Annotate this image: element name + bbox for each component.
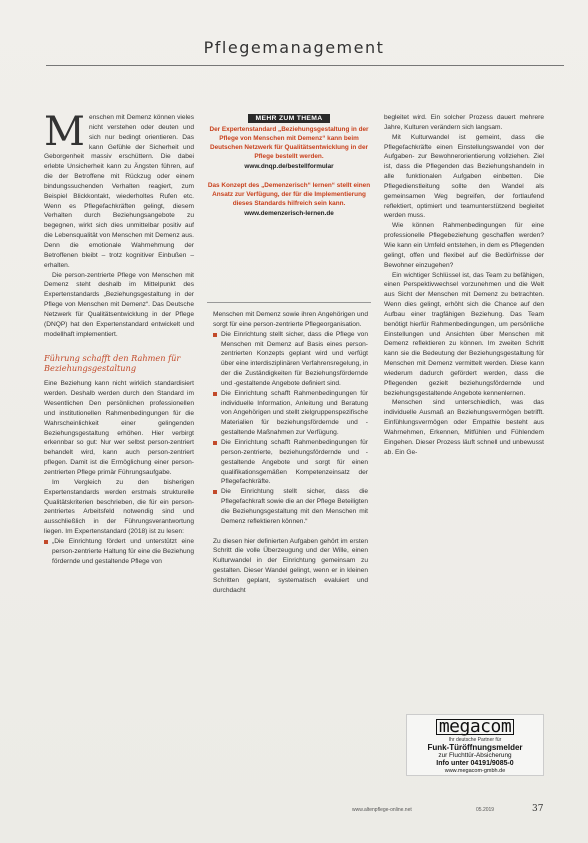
more-on-topic-box [205,114,373,228]
ad-subline: zur Fluchttür-Absicherung [438,752,512,759]
ad-website[interactable]: www.megacom-gmbh.de [444,767,506,774]
header-divider [46,65,564,66]
paragraph: Die person-zentrierte Pflege von Menschen mit Demenz steht deshalb im Mittelpunkt des Expertenstandards „Beziehungsgestaltung in der Pflege von Menschen mit Demenz“. Das Deutsche Netzwerk für Qualitätsentwicklung in der Pflege (DNQP) hat den Expertenstandard entwickelt und modellhaft implementiert. [44,271,194,338]
drop-cap: M [44,109,85,155]
page-title: Pflegemanagement [203,38,385,57]
article-column-2 [213,310,368,596]
bullet-item: Die Einrichtung stellt sicher, dass die Pflegefachkraft sowie die an der Pflege Beteiligten die Beziehungsgestaltung mit den Menschen mit Demenz reflektieren können.“ [213,487,368,526]
bullet-item: „Die Einrichtung fördert und unterstützt eine person-zentrierte Haltung für eine die Beziehung fördernde und gestaltende Pflege von [44,537,194,567]
paragraph: Menschen mit Demenz sowie ihren Angehörigen und sorgt für eine person-zentrierte Pflegeorganisation. [213,311,368,328]
bullet-item: Die Einrichtung schafft Rahmenbedingungen für person-zentrierte, beziehungsfördernde und -gestaltende Angebote und sorgt für einen qualifikationsgemäßen Kompetenzeinsatz der Pflegefachkräfte. [213,438,368,487]
ad-phone: Info unter 04191/9085-0 [436,759,514,767]
info-box-text: Der Expertenstandard „Beziehungsgestaltung in der Pflege von Menschen mit Demenz“ kann beim Deutschen Netzwerk für Qualitätsentwicklung in der Pflege bestellt werden. [209,126,369,160]
article-column-3 [384,113,544,458]
paragraph: Wie können Rahmenbedingungen für eine professionelle Pflegebeziehung geschaffen werden? Wie kann ein Umfeld entstehen, in dem es Pflegenden gelingt, offen und flexibel auf die Bedürfnisse der Bewohner einzugehen? [384,222,544,269]
info-box-link[interactable]: www.dnqp.de/bestellformular [244,163,334,170]
paragraph: Im Vergleich zu den bisherigen Expertenstandards werden erstmals strukturelle Qualitätskriterien beschrieben, die für ein person-zentriertes Arbeitsfeld notwendig sind und ausschließlich in der Führungsverantwortung liegen. Im Expertenstandard (2018) ist zu lesen: [44,478,194,536]
bullet-item: Die Einrichtung schafft Rahmenbedingungen für individuelle Information, Anleitung und Beratung von Angehörigen und stellt zielgruppenspezifische Materialien für beziehungsfördernde und -gestaltende Maßnahmen zur Verfügung. [213,389,368,438]
paragraph: Mit Kulturwandel ist gemeint, dass die Pflegefachkräfte einen Einstellungswandel von der Aufgaben- zur Bewohnerorientierung vollziehen. Ziel ist, dass die Pflegenden das Beziehungshandeln in alle funktionalen Aufgaben einbetten. Die Pflegedienstleitung sollte den Wandel als gemeinsamen Weg begreifen, der fortlaufend reflektiert, optimiert und teamunterstützend begleitet werden muss. [384,133,544,220]
info-box-link[interactable]: www.demenzerisch-lernen.de [244,210,334,217]
paragraph: begleitet wird. Ein solcher Prozess dauert mehrere Jahre, Kulturen verändern sich langsam. [384,114,544,131]
megacom-logo: megacom [407,717,543,737]
intro-text: enschen mit Demenz können vieles nicht verstehen oder deuten und sich nur bedingt orientieren. Das kann Gefühle der Sicherheit und Geborgenheit massiv erschüttern. Die dabei erlebte Unsicherheit kann zu Ängsten führen, auf die der Betroffene mit Rückzug oder einem bindungssuchenden Verhalten reagiert, zum Beispiel Blickkontakt, wiederholtes Rufen etc. Wenn es Pflegefachkräften gelingt, diesem Verhalten durch Beziehungsangebote zu begegnen, wirkt sich dies unmittelbar positiv auf die Lebensqualität von Menschen mit Demenz aus. Denn die emotionale Wahrnehmung der Betroffenen bleibt – trotz kognitiver Einbußen – erhalten. [44,114,194,269]
bullet-item: Die Einrichtung stellt sicher, dass die Pflege von Menschen mit Demenz auf Basis eines person-zentrierten Konzepts geplant wird und verfügt über eine interdisziplinären Verfahrensregelung, in der die Zuständigkeiten für Beziehungsfördernde und -gestaltende Angebote definiert sind. [213,330,368,389]
footer-issue: 05.2019 [476,807,495,813]
footer-website[interactable]: www.altenpflege-online.net [352,807,412,813]
ad-headline: Funk-Türöffnungsmelder [427,743,523,752]
info-box-divider [207,302,371,303]
ad-tagline: Ihr deutsche Partner für [448,737,502,743]
paragraph: Menschen sind unterschiedlich, was das individuelle Ausmaß an Beziehungsvermögen betrifft. Einfühlungsvermögen oder Empathie besteht aus Wahrnehmen, Erkennen, Mitfühlen und Fühlendem Eingehen. Dieser Prozess läuft schnell und unbewusst ab. Ein Ge- [384,399,544,456]
info-box-text: Das Konzept des „Demenzerisch“ lernen“ stellt einen Ansatz zur Verfügung, der für die Implementierung dieses Standards hilfreich sein kann. [207,182,371,207]
page-number: 37 [532,804,544,814]
intro-paragraph [44,109,194,271]
advertisement[interactable] [406,714,544,776]
paragraph: Eine Beziehung kann nicht wirklich standardisiert werden. Deshalb werden durch den Standard im Wesentlichen Den persönlichen professionellen und institutionellen Rahmenbedingungen für die Wahrscheinlichkeit einer gelingenden Beziehungsgestaltung erhöhen. Hier verbirgt erkennbar so gut: Nur wer selbst person-zentriert behandelt wird, kann auch person-zentriert pflegen. Damit ist die Ermöglichung einer person-zentrierten Pflege primär Führungsaufgabe. [44,380,194,476]
paragraph: Zu diesen hier definierten Aufgaben gehört im ersten Schritt die volle Überzeugung und der Wille, einen Kulturwandel in der Einrichtung gemeinsam zu gestalten. Dieser Wandel gelingt, wenn er in kleinen Schritten geplant, systematisch evaluiert und durchdacht [213,537,368,594]
section-subheading: Führung schafft den Rahmen für Beziehungsgestaltung [44,353,181,374]
paragraph: Ein wichtiger Schlüssel ist, das Team zu befähigen, einen Perspektivwechsel vorzunehmen und die Welt aus Sicht der Menschen mit Demenz zu betrachten. Wenn dies gelingt, erhöht sich die Chance auf den Aufbau einer tragfähigen Beziehung. Das Team benötigt hierfür Rahmenbedingungen, um persönliche Einstellungen und Ansichten über Menschen mit Demenz reflektieren zu können. Im zweiten Schritt kann sie die Bedeutung der Beziehungsgestaltung für Menschen mit Demenz vermittelt werden. Diese kann wiederum dadurch gefördert werden, dass die Pflegenden gezielt beziehungsfördernde und beziehungsgestaltende Angebote kennenlernen. [384,271,544,397]
info-box-label: MEHR ZUM THEMA [248,114,331,123]
article-column-1 [44,109,194,566]
